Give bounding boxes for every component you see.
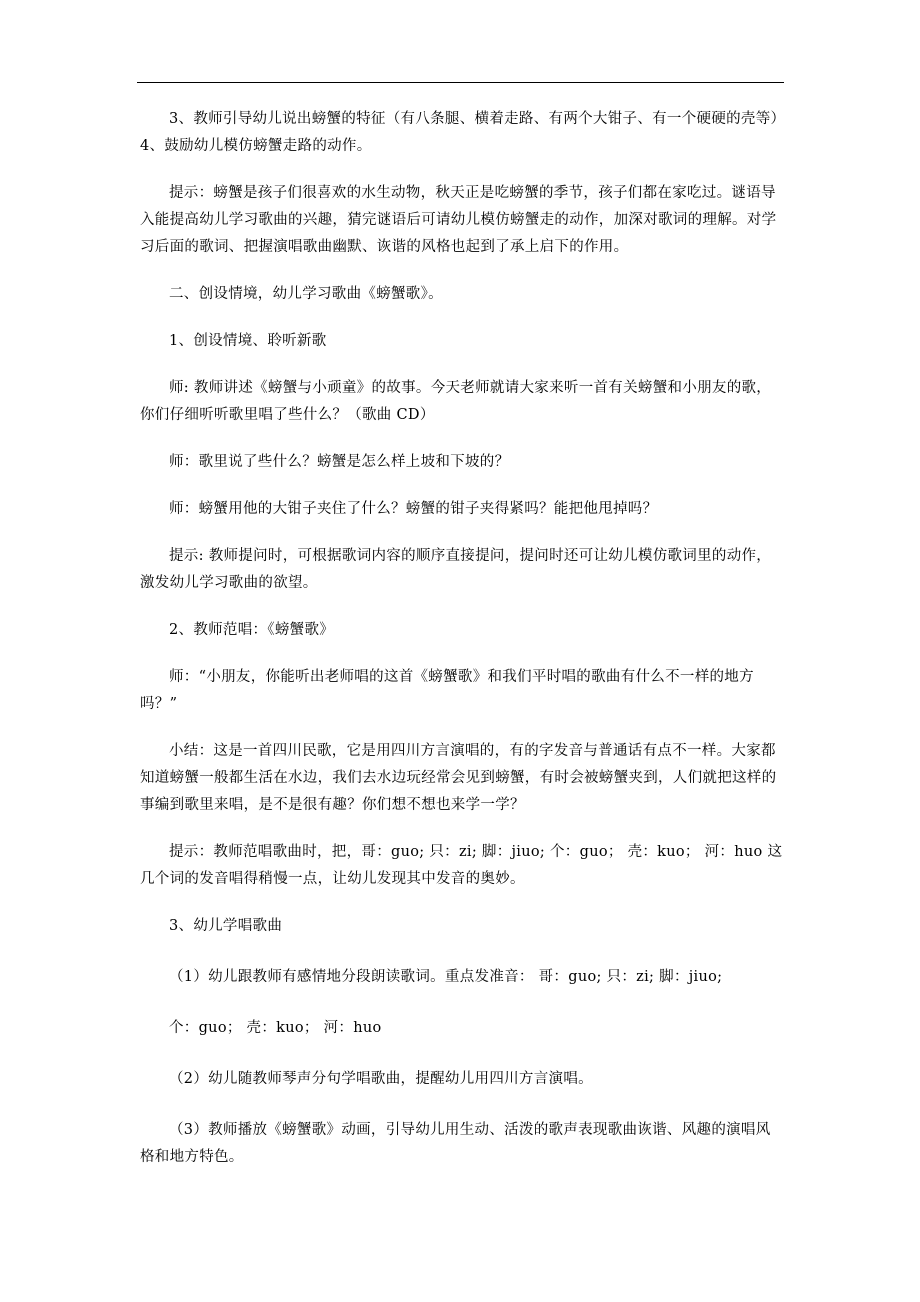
subheading-learn-sing: 3、幼儿学唱歌曲	[169, 918, 283, 934]
paragraph-question-1: 师：歌里说了些什么？螃蟹是怎么样上坡和下坡的？	[169, 454, 510, 470]
paragraph-crab-features: 3、教师引导幼儿说出螃蟹的特征（有八条腿、横着走路、有两个大钳子、有一个硬硬的壳等）4、鼓励幼儿模仿螃蟹走路的动作。	[140, 111, 779, 154]
paragraph-tip-pronunciation: 提示：教师范唱歌曲时，把，哥：guo; 只：zi; 脚：jiuo; 个：guo； 壳：kuo； 河：huo 这几个词的发音唱得稍慢一点，让幼儿发现其中发音的奥妙。	[140, 844, 783, 887]
paragraph-summary: 小结：这是一首四川民歌，它是用四川方言演唱的，有的字发音与普通话有点不一样。大家都知道螃蟹一般都生活在水边，我们去水边玩经常会见到螃蟹，有时会被螃蟹夹到，人们就把这样的事编到歌里来唱，是不是很有趣？你们想不想也来学一学？	[140, 743, 777, 813]
paragraph-question-2: 师：螃蟹用他的大钳子夹住了什么？螃蟹的钳子夹得紧吗？能把他甩掉吗？	[169, 501, 658, 517]
header-rule	[137, 82, 784, 83]
paragraph-step-1: （1）幼儿跟教师有感情地分段朗读歌词。重点发准音： 哥：guo; 只：zi; 脚：jiuo;	[169, 969, 723, 985]
paragraph-step-2: （2）幼儿随教师琴声分句学唱歌曲，提醒幼儿用四川方言演唱。	[169, 1071, 593, 1087]
section-heading-2: 二、创设情境，幼儿学习歌曲《螃蟹歌》。	[169, 286, 443, 302]
subheading-listen: 1、创设情境、聆听新歌	[169, 333, 327, 349]
paragraph-tip-question: 提示: 教师提问时，可根据歌词内容的顺序直接提问，提问时还可让幼儿模仿歌词里的动作，激发幼儿学习歌曲的欲望。	[140, 548, 772, 591]
paragraph-tip-riddle: 提示：螃蟹是孩子们很喜欢的水生动物，秋天正是吃螃蟹的季节，孩子们都在家吃过。谜语导入能提高幼儿学习歌曲的兴趣，猜完谜语后可请幼儿模仿螃蟹走的动作，加深对歌词的理解。对学习后面的歌词、把握演唱歌曲幽默、诙谐的风格也起到了承上启下的作用。	[140, 185, 777, 255]
subheading-demo-sing: 2、教师范唱：《螃蟹歌》	[169, 622, 335, 638]
paragraph-step-1-cont: 个：guo； 壳：kuo； 河：huo	[169, 1020, 382, 1036]
paragraph-story: 师: 教师讲述《螃蟹与小顽童》的故事。今天老师就请大家来听一首有关螃蟹和小朋友的歌，你们仔细听听歌里唱了些什么？（歌曲 CD）	[140, 380, 772, 423]
paragraph-teacher-ask: 师：“小朋友，你能听出老师唱的这首《螃蟹歌》和我们平时唱的歌曲有什么不一样的地方吗？”	[140, 669, 754, 712]
document-body	[140, 106, 785, 1171]
paragraph-step-3: （3）教师播放《螃蟹歌》动画，引导幼儿用生动、活泼的歌声表现歌曲诙谐、风趣的演唱风格和地方特色。	[140, 1122, 771, 1165]
